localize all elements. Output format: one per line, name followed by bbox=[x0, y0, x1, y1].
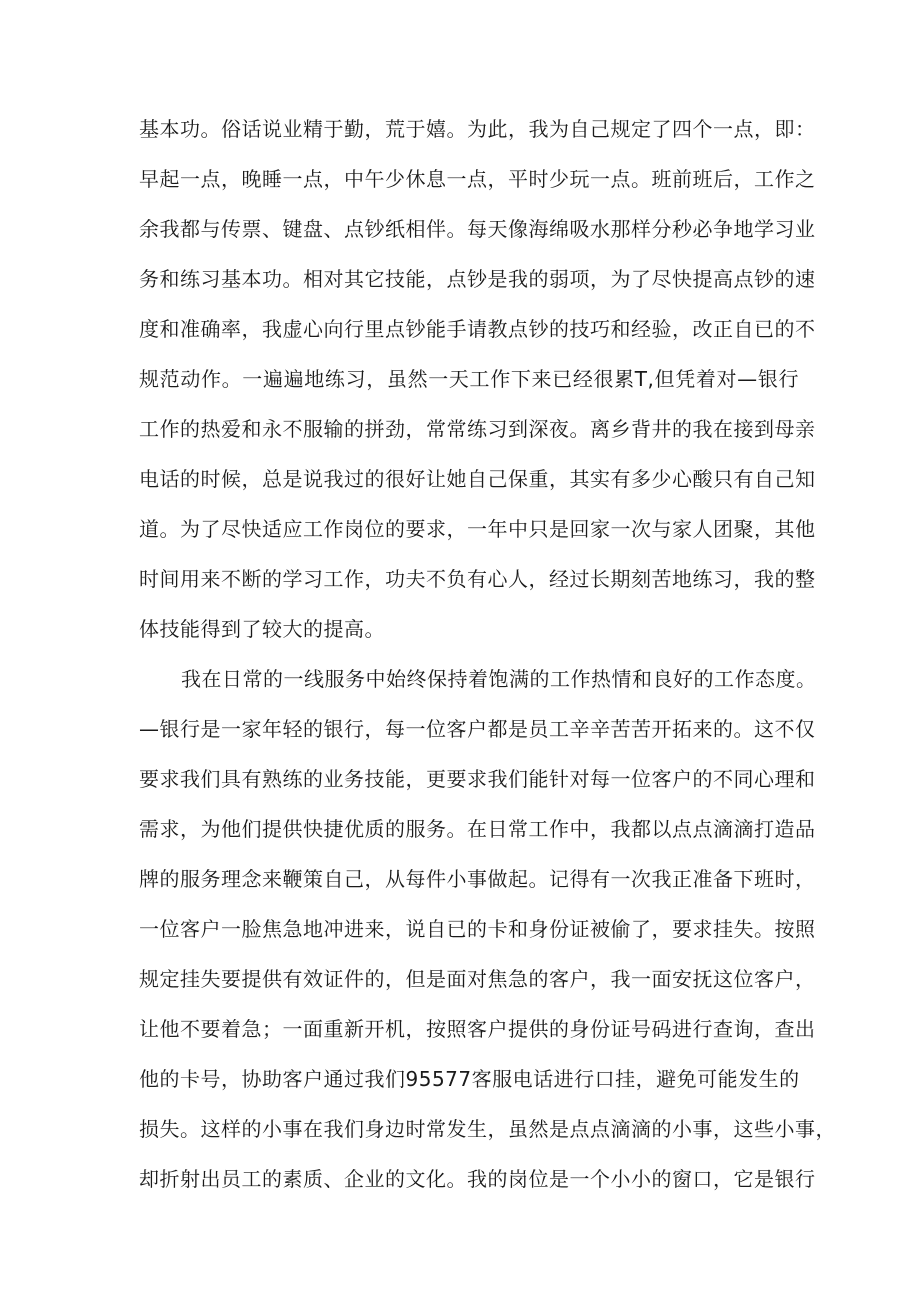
paragraph-2-line-8: 让他不要着急；一面重新开机，按照客户提供的身份证号码进行查询，查出 bbox=[139, 1017, 816, 1041]
paragraph-1-line-5: 度和准确率，我虚心向行里点钞能手请教点钞的技巧和经验，改正自已的不 bbox=[139, 317, 816, 341]
paragraph-1-line-7: 工作的热爱和永不服输的拼劲，常常练习到深夜。离乡背井的我在接到母亲 bbox=[139, 417, 816, 441]
paragraph-2-line-1: 我在日常的一线服务中始终保持着饱满的工作热情和良好的工作态度。 bbox=[181, 667, 817, 691]
paragraph-2-line-11: 却折射出员工的素质、企业的文化。我的岗位是一个小小的窗口，它是银行 bbox=[139, 1167, 816, 1191]
paragraph-1-line-8: 电话的时候，总是说我过的很好让她自己保重，其实有多少心酸只有自己知 bbox=[139, 467, 816, 491]
paragraph-1-line-4: 务和练习基本功。相对其它技能，点钞是我的弱项，为了尽快提高点钞的速 bbox=[139, 267, 816, 291]
paragraph-2-line-10: 损失。这样的小事在我们身边时常发生，虽然是点点滴滴的小事，这些小事， bbox=[139, 1117, 836, 1141]
paragraph-1-line-2: 早起一点，晚睡一点，中午少休息一点，平时少玩一点。班前班后，工作之 bbox=[139, 167, 816, 191]
paragraph-1-line-1: 基本功。俗话说业精于勤，荒于嬉。为此，我为自己规定了四个一点，即： bbox=[139, 117, 816, 141]
paragraph-1-line-3: 余我都与传票、键盘、点钞纸相伴。每天像海绵吸水那样分秒必争地学习业 bbox=[139, 217, 816, 241]
paragraph-2-line-6: 一位客户一脸焦急地冲进来，说自已的卡和身份证被偷了，要求挂失。按照 bbox=[139, 917, 816, 941]
paragraph-2-line-4: 需求，为他们提供快捷优质的服务。在日常工作中，我都以点点滴滴打造品 bbox=[139, 817, 816, 841]
paragraph-2-line-5: 牌的服务理念来鞭策自己，从每件小事做起。记得有一次我正准备下班时， bbox=[139, 867, 816, 891]
paragraph-1-line-11: 体技能得到了较大的提高。 bbox=[139, 617, 385, 641]
paragraph-1-line-10: 时间用来不断的学习工作，功夫不负有心人，经过长期刻苦地练习，我的整 bbox=[139, 567, 816, 591]
paragraph-2-line-3: 要求我们具有熟练的业务技能，更要求我们能针对每一位客户的不同心理和 bbox=[139, 767, 816, 791]
paragraph-2-line-2: —银行是一家年轻的银行，每一位客户都是员工辛辛苦苦开拓来的。这不仅 bbox=[139, 717, 816, 741]
paragraph-1-line-6: 规范动作。一遍遍地练习，虽然一天工作下来已经很累T,但凭着对—银行 bbox=[139, 367, 799, 391]
paragraph-2-line-7: 规定挂失要提供有效证件的，但是面对焦急的客户，我一面安抚这位客户， bbox=[139, 967, 816, 991]
paragraph-2-line-9: 他的卡号，协助客户通过我们95577客服电话进行口挂，避免可能发生的 bbox=[139, 1067, 800, 1091]
paragraph-1-line-9: 道。为了尽快适应工作岗位的要求，一年中只是回家一次与家人团聚，其他 bbox=[139, 517, 816, 541]
